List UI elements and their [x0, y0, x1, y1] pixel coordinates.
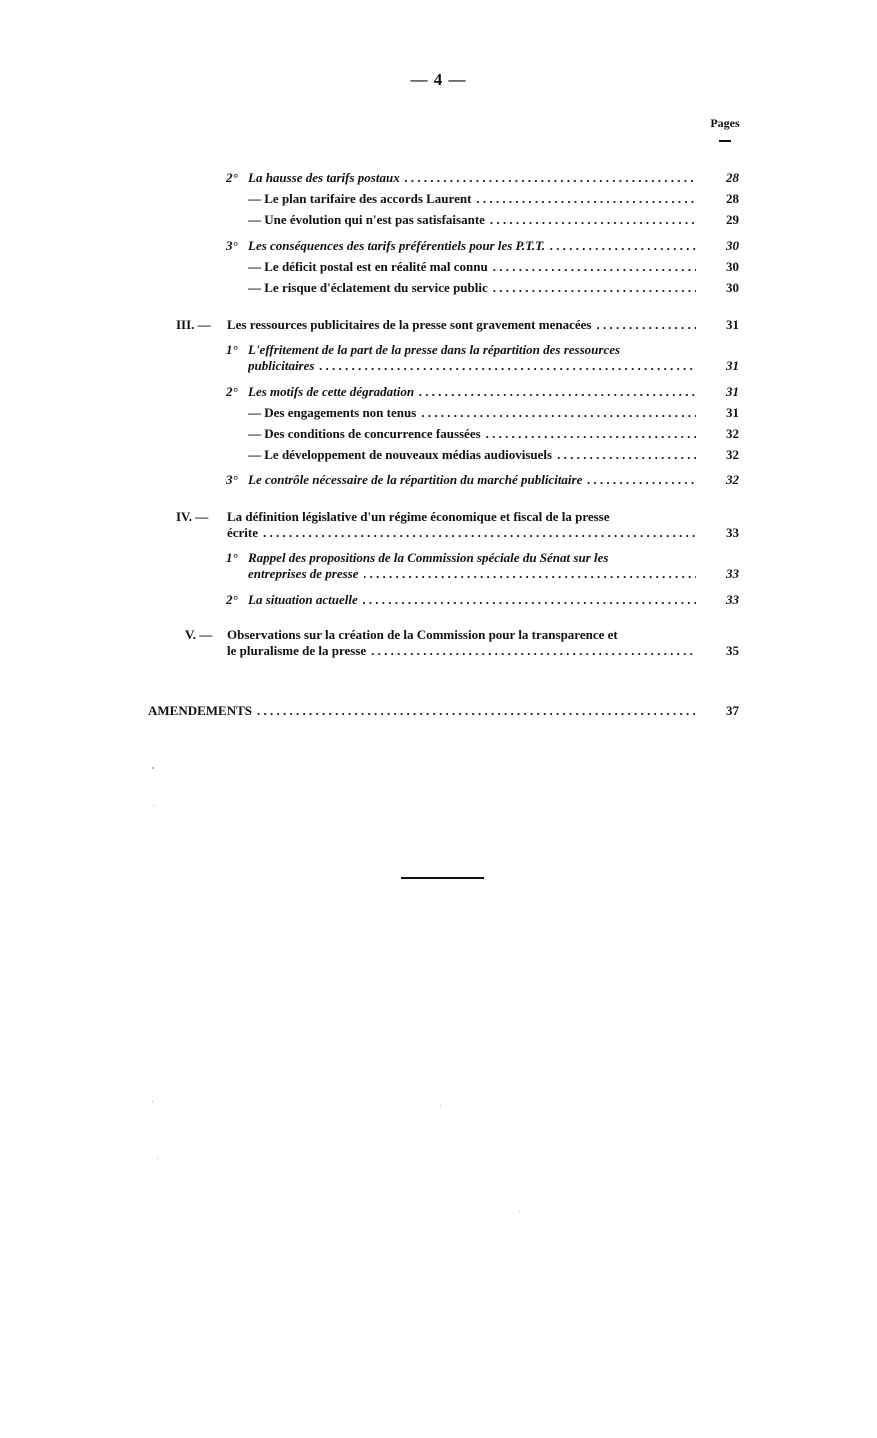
toc-entry-page: 30: [726, 280, 739, 295]
dot-leader: [371, 641, 696, 661]
toc-entry-number: 3°: [226, 238, 238, 253]
toc-entry-number: 1°: [226, 550, 238, 565]
end-separator-rule: [401, 877, 484, 879]
toc-entry-title: Le contrôle nécessaire de la répartition du marché publicitaire: [248, 472, 583, 487]
dot-leader: [587, 470, 696, 490]
dot-leader: [490, 210, 696, 230]
scan-speck: [153, 805, 154, 806]
toc-entry-title: Les conséquences des tarifs préférentiels pour les P.T.T.: [248, 238, 546, 253]
toc-entry-page: 28: [726, 170, 739, 185]
scan-speck: [152, 1101, 153, 1102]
scan-speck: [157, 1158, 158, 1159]
dot-leader: [596, 315, 696, 335]
scan-speck: [440, 1105, 441, 1106]
toc-entry-page: 31: [726, 358, 739, 373]
toc-entry-title-line2: publicitaires: [248, 358, 315, 373]
toc-section-title-line2: le pluralisme de la presse: [227, 643, 367, 658]
toc-entry-title-line1: L'effritement de la part de la presse dans la répartition des ressources: [248, 342, 621, 357]
toc-section-title: Les ressources publicitaires de la presse sont gravement menacées: [227, 317, 592, 332]
dot-leader: [476, 189, 696, 209]
dot-leader: [550, 236, 696, 256]
dot-leader: [421, 403, 696, 423]
toc-entry-title-line1: Rappel des propositions de la Commission spéciale du Sénat sur les: [248, 550, 609, 565]
toc-entry-page: 32: [726, 447, 739, 462]
toc-entry-page: 31: [726, 405, 739, 420]
scan-speck: [152, 767, 154, 769]
dot-leader: [493, 278, 696, 298]
toc-entry-title: — Le déficit postal est en réalité mal connu: [248, 259, 488, 274]
toc-entry-number: 2°: [226, 592, 238, 607]
toc-entry-title: — Une évolution qui n'est pas satisfaisante: [248, 212, 485, 227]
toc-entry-title: — Des engagements non tenus: [248, 405, 417, 420]
toc-entry-page: 30: [726, 259, 739, 274]
toc-entry-page: 32: [726, 426, 739, 441]
dot-leader: [363, 590, 696, 610]
page-number: — 4 —: [410, 70, 467, 89]
toc-entry-title: — Le plan tarifaire des accords Laurent: [248, 191, 472, 206]
toc-section-title-line1: La définition législative d'un régime économique et fiscal de la presse: [227, 509, 610, 524]
toc-entry-title: La hausse des tarifs postaux: [248, 170, 400, 185]
toc-entry-number: 1°: [226, 342, 238, 357]
toc-section-number: IV. —: [176, 509, 209, 524]
toc-entry-number: 2°: [226, 384, 238, 399]
dot-leader: [557, 445, 696, 465]
toc-entry-page: 37: [726, 703, 739, 718]
toc-entry-page: 33: [726, 592, 739, 607]
toc-entry-page: 32: [726, 472, 739, 487]
dot-leader: [319, 356, 696, 376]
toc-entry-title: Les motifs de cette dégradation: [248, 384, 415, 399]
toc-section-number: V. —: [185, 627, 213, 642]
pages-column-header: Pages: [710, 116, 740, 130]
dot-leader: [364, 564, 697, 584]
dot-leader: [257, 701, 696, 721]
dot-leader: [419, 382, 696, 402]
scan-speck: [519, 1211, 520, 1212]
toc-entry-page: 33: [726, 525, 739, 540]
toc-section-title-line2: écrite: [227, 525, 259, 540]
toc-section-number: III. —: [176, 317, 211, 332]
toc-section-title-line1: Observations sur la création de la Commission pour la transparence et: [227, 627, 618, 642]
toc-section-title: AMENDEMENTS: [148, 703, 253, 718]
toc-entry-title-line2: entreprises de presse: [248, 566, 359, 581]
toc-entry-title: — Le développement de nouveaux médias audiovisuels: [248, 447, 553, 462]
dot-leader: [405, 168, 696, 188]
toc-entry-number: 3°: [226, 472, 238, 487]
toc-entry-page: 29: [726, 212, 739, 227]
toc-entry-page: 31: [726, 317, 739, 332]
dot-leader: [493, 257, 696, 277]
toc-entry-page: 28: [726, 191, 739, 206]
toc-entry-title: — Des conditions de concurrence faussées: [248, 426, 481, 441]
dot-leader: [486, 424, 696, 444]
toc-entry-title: — Le risque d'éclatement du service public: [248, 280, 488, 295]
toc-entry-title: La situation actuelle: [248, 592, 358, 607]
toc-entry-number: 2°: [226, 170, 238, 185]
toc-entry-page: 31: [726, 384, 739, 399]
dot-leader: [263, 523, 696, 543]
toc-entry-page: 30: [726, 238, 739, 253]
toc-entry-page: 35: [726, 643, 739, 658]
toc-entry-page: 33: [726, 566, 739, 581]
